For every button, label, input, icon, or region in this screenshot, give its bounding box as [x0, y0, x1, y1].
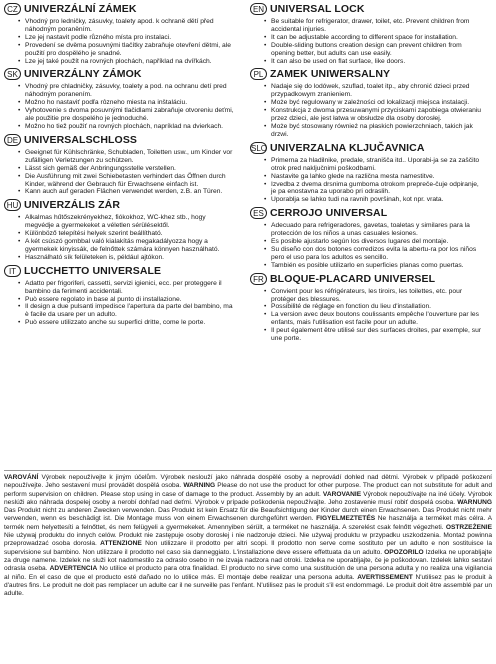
bullet-item: • Double-sliding buttons creation design can prevent children from opening better, but adults can use easily.: [271, 42, 482, 58]
section-title: BLOQUE-PLACARD UNIVERSEL: [270, 272, 436, 285]
language-badge: HU: [4, 199, 21, 211]
bullet-item: • Kann auch auf geraden Flächen verwendet werden, z.B. an Türen.: [25, 188, 236, 196]
bullet-item: • Be suitable for refrigerator, drawer, toilet, etc. Prevent children from accidental injuries.: [271, 18, 482, 34]
warning-text: Non utilizzare il prodotto per altri scopi. Il prodotto non serve come sostituto per un adulto e non sostituisce la supervisione sul bambino. Non utilizzare il prodotto nel caso sia danneggiato. L'installazione deve essere effettuata da un adulto.: [4, 540, 492, 556]
bullet-list: [250, 157, 482, 204]
section-header: [4, 198, 236, 212]
bullet-list: [4, 149, 236, 196]
bullet-item: • Adatto per frigoriferi, cassetti, servizi igienici, ecc. per proteggere il bambino da ferimenti accidentali.: [25, 280, 236, 296]
bullet-item: • Convient pour les réfrigérateurs, les tiroirs, les toilettes, etc. pour protéger des blessures.: [271, 288, 482, 304]
warning-label: FIGYELMEZTETÉS: [316, 515, 376, 523]
warning-label: VAROVÁNÍ: [4, 474, 39, 481]
bullet-item: • Možno ho nastaviť podľa rôzneho miesta na inštaláciu.: [25, 99, 236, 107]
section-es: [250, 206, 482, 269]
bullet-list: [4, 214, 236, 261]
bullet-item: • Primerna za hladilnike, predale, stranišča itd.. Uporabi-ja se za zaščito otrok pred naključnimi poškodbami.: [271, 157, 482, 173]
section-header: [4, 133, 236, 147]
section-title: ZAMEK UNIWERSALNY: [270, 68, 391, 81]
bullet-item: • Izvedba z dvema drsnima gumboma otrokom prepreče-čuje odpiranje, je pa enostavna za uporabo pri odraslih.: [271, 181, 482, 197]
section-title: CERROJO UNIVERSAL: [270, 207, 388, 220]
section-title: UNIVERSALSCHLOSS: [24, 133, 138, 146]
bullet-list: [4, 280, 236, 327]
bullet-item: • Lässt sich gemäß der Anbringungsstelle verstellen.: [25, 165, 236, 173]
language-badge: PL: [250, 68, 267, 80]
section-sk: [4, 67, 236, 130]
bullet-item: • Konstrukcja z dwoma przesuwanymi przyciskami zapobiega otwieraniu przez dzieci, ale jest łatwa w obsłudze dla osoby dorosłej.: [271, 107, 482, 123]
section-header: [250, 272, 482, 286]
bullet-item: • Provedení se dvěma posuvnými tlačítky zabraňuje otevření dětmi, ale použití pro dospělého je snadné.: [25, 42, 236, 58]
bullet-list: [250, 222, 482, 269]
bullet-item: • Alkalmas hűtőszekrényekhez, fiókokhoz, WC-khez stb., hogy megvédje a gyermekeket a véletlen sérülésektől.: [25, 214, 236, 230]
bullet-item: • Su diseño con dos botones corredizos evita la abertu-ra por los niños pero el uso para los adultos es sencillo.: [271, 246, 482, 262]
warning-block: [4, 474, 492, 598]
section-header: [250, 206, 482, 220]
section-title: UNIVERZÁLNY ZÁMOK: [24, 68, 142, 81]
bullet-item: • Geeignet für Kühlschränke, Schubladen, Toiletten usw., um Kinder vor zufälligen Verletzungen zu schützen.: [25, 149, 236, 165]
warning-label: WARNING: [183, 482, 216, 490]
language-badge: IT: [4, 265, 21, 277]
warning-text: N'utilisez pas le produit à d'autres fins. Le produit ne doit pas remplacer un adulte car il ne surveille pas l'enfant. N'utilisez pas le produit s'il est endommagé. Le produit doit être assemblé par un adulte.: [4, 573, 492, 598]
bullet-item: • Possibilité de réglage en fonction du lieu d'installation.: [271, 303, 482, 311]
bullet-item: • Może być stosowany również na płaskich powierzchniach, takich jak drzwi.: [271, 123, 482, 139]
bullet-item: • Nastavite ga lahko glede na različna mesta namestitve.: [271, 173, 482, 181]
section-header: [250, 141, 482, 155]
bullet-item: • A két csúszó gombbal való kialakítás megakadályozza hogy a gyermekek kinyissák, de felnőttek számára könnyen használható.: [25, 238, 236, 254]
language-badge: FR: [250, 273, 267, 285]
section-fr: [250, 272, 482, 343]
language-badge: DE: [4, 134, 21, 146]
section-title: UNIVERZÁLIS ZÁR: [24, 199, 120, 212]
section-it: [4, 264, 236, 327]
section-slo: [250, 141, 482, 204]
warning-label: OPOZORILO: [384, 548, 424, 556]
section-de: [4, 133, 236, 196]
section-hu: [4, 198, 236, 261]
bullet-list: [4, 83, 236, 130]
section-header: [4, 67, 236, 81]
bullet-list: [250, 83, 482, 138]
language-badge: EN: [250, 3, 267, 15]
bullet-item: • También es posible utilizarlo en superficies planas como puertas.: [271, 262, 482, 270]
warning-text: Das Produkt nicht zu anderen Zwecken verwenden. Das Produkt ist kein Ersatz für die Beaufsichtigung der Kinder durch einen Erwachsenen. Das Produkt nicht mehr verwenden, wenn es beschädigt ist. Die Montage muss von einem Erwachsenen durchgeführt werden.: [4, 507, 492, 523]
warning-label: ADVERTENCIA: [49, 565, 98, 573]
language-badge: CZ: [4, 3, 21, 15]
bullet-item: • Lze jej také použít na rovných plochách, například na dvířkách.: [25, 58, 236, 66]
section-header: [250, 2, 482, 16]
bullet-item: • Használható sík felületeken is, például ajtókon.: [25, 254, 236, 262]
warning-text: Please do not use the product for other purpose. The product can not substitute for adult and perform supervision on children. Please stop using in case of damage to the product. Assembly by an adult.: [4, 482, 492, 498]
bullet-item: • Uporablja se lahko tudi na ravnih površinah, kot npr. vrata.: [271, 196, 482, 204]
bullet-item: • Možno ho tiež použiť na rovných plochách, napríklad na dvierkach.: [25, 123, 236, 131]
section-cz: [4, 2, 236, 65]
section-title: UNIVERSAL LOCK: [270, 3, 365, 15]
section-title: UNIVERZALNA KLJUČAVNICA: [270, 141, 425, 154]
bullet-item: • Può essere regolato in base al punto di installazione.: [25, 296, 236, 304]
warning-label: OSTRZEŻENIE: [445, 523, 492, 531]
bullet-item: • Nadaje się do lodówek, szuflad, toalet itp., aby chronić dzieci przed przypadkowym zranieniem.: [271, 83, 482, 99]
section-en: [250, 2, 482, 65]
bullet-item: • Può essere utilizzato anche su superfici dritte, come le porte.: [25, 319, 236, 327]
bullet-item: • Adecuado para refrigeradores, gavetas, toaletas y similares para la protección de los niños a unas casuales lesiones.: [271, 222, 482, 238]
section-pl: [250, 67, 482, 138]
warning-text: Nie używaj produktu do innych celów. Produkt nie zastępuje osoby dorosłej i nie nadzoruje dzieci. Nie używaj produktu w przypadku uszkodzenia. Montaż powinna przeprowadzać osoba dorosła.: [4, 532, 492, 548]
warning-label: ATTENZIONE: [100, 540, 142, 548]
bullet-item: • It can also be used on flat surface, like doors.: [271, 58, 482, 66]
language-badge: SK: [4, 68, 21, 80]
bullet-list: [4, 18, 236, 65]
bullet-item: • Vyhotovenie s dvoma posuvnými tlačidlami zabraňuje otvoreniu deťmi, ale použitie pre dospelého je jednoduché.: [25, 107, 236, 123]
bullet-item: • Il design a due pulsanti impedisce l'apertura da parte del bambino, ma è facile da usare per un adulto.: [25, 303, 236, 319]
section-header: [4, 2, 236, 16]
warning-label: VAROVANIE: [322, 490, 362, 498]
warning-label: WARNUNG: [457, 498, 492, 506]
warning-text: Výrobek nepoužívejte k jiným účelům. Výrobek neslouží jako náhrada dospělé osoby a neprovádí dohled nad dětmi. Výrobek v případě poškození nepoužívejte. Jeho sestavení musí provádět dospělá osoba.: [4, 474, 492, 490]
warning-label: AVERTISSEMENT: [357, 573, 413, 581]
right-column: [250, 2, 482, 345]
bullet-list: [250, 18, 482, 65]
bullet-item: • It can be adjustable according to different space for installation.: [271, 34, 482, 42]
bullet-item: • La version avec deux boutons coulissants empêche l'ouverture par les enfants, mais l'utilisation est facile pour un adulte.: [271, 311, 482, 327]
section-header: [4, 264, 236, 278]
bullet-list: [250, 288, 482, 343]
language-badge: SLO: [251, 143, 268, 153]
section-title: LUCCHETTO UNIVERSALE: [24, 264, 162, 277]
bullet-item: • Lze jej nastavit podle různého místa pro instalaci.: [25, 34, 236, 42]
warning-text: Ne használja a terméket más célra. A termék nem helyettesíti a felnőttet, és nem felügyeli a gyermekeket. Amennyiben sérült, a terméket ne használja. A szerelést csak felnőtt végezheti.: [4, 515, 493, 531]
bullet-item: • Különböző telepítési helyek szerint beállítható.: [25, 230, 236, 238]
warning-text: Izdelka ne uporabljajte za druge namene. Izdelek ne služi kot nadomestilo za odraslo osebo in ne izvaja nadzora nad otroki. Izdelka ne uporabljajte, če je poškodovan. Izdelek lahko sestavi odrasla oseba.: [4, 548, 492, 573]
bullet-item: • Il peut également être utilisé sur des surfaces droites, par exemple, sur une porte.: [271, 327, 482, 343]
section-header: [250, 67, 482, 81]
bullet-item: • Es posible ajustarlo según los diversos lugares del montaje.: [271, 238, 482, 246]
warning-text: Výrobok nepoužívajte na iné účely. Výrobok neslúži ako náhrada dospelej osoby a nerobí dohľad nad deťmi. Výrobok v prípade poškodenia nepoužívajte. Jeho zostavenie musí robiť dospelá osoba.: [4, 490, 492, 506]
bullet-item: • Vhodný pro ledničky, zásuvky, toalety apod. k ochraně dětí před náhodným poraněním.: [25, 18, 236, 34]
bullet-item: • Może być regulowany w zależności od lokalizacji miejsca instalacji.: [271, 99, 482, 107]
bullet-item: • Die Ausführung mit zwei Schiebetasten verhindert das Öffnen durch Kinder, während der Gebrauch für Erwachsene einfach ist.: [25, 173, 236, 189]
bullet-item: • Vhodný pre chladničky, zásuvky, toalety a pod. na ochranu detí pred náhodným poranením.: [25, 83, 236, 99]
left-column: [4, 2, 236, 329]
warning-text: No utilice el producto para otra finalidad. El producto no sirve como una sustitución de una persona adulta y no realiza una vigilancia al niño. En el caso de que el producto esté dañado no lo utilice más. El montaje debe realizar una persona adulta.: [4, 565, 492, 581]
language-badge: ES: [250, 207, 267, 219]
divider: [4, 470, 492, 471]
section-title: UNIVERZÁLNÍ ZÁMEK: [24, 3, 137, 15]
